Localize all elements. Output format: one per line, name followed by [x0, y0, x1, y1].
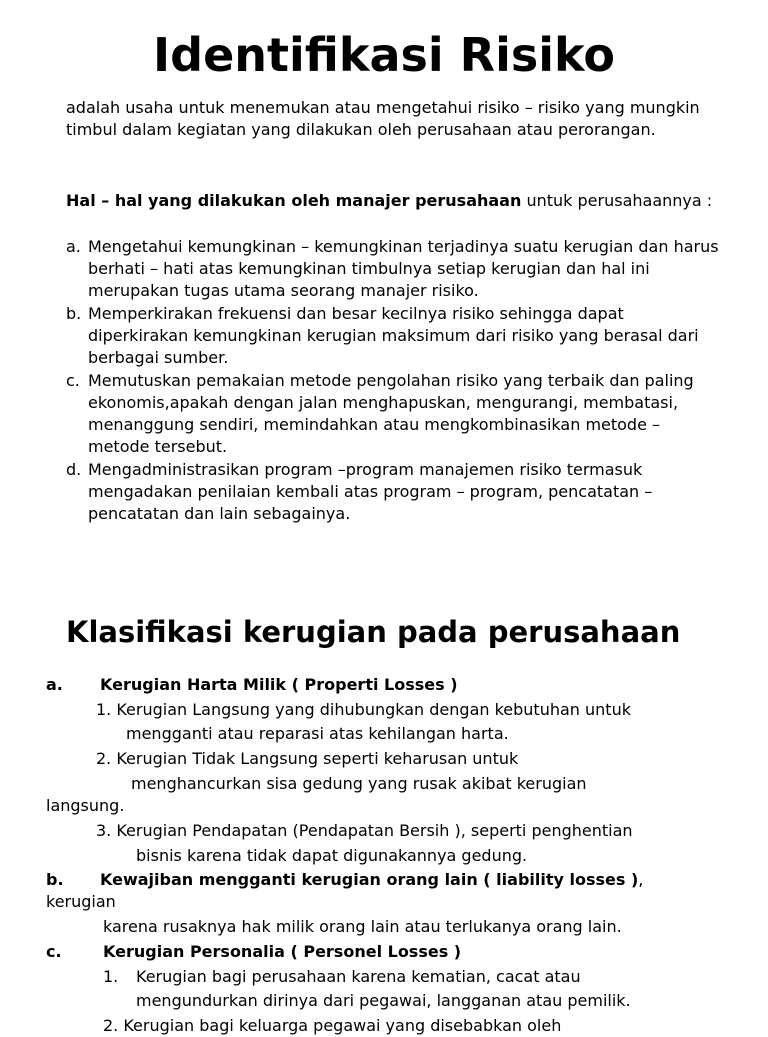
list-item — [66, 370, 726, 458]
intro-paragraph: adalah usaha untuk menemukan atau mengetahui risiko – risiko yang mungkin timbul dalam kegiatan yang dilakukan oleh perusahaan atau perorangan. — [66, 98, 700, 139]
list-item-text: Mengetahui kemungkinan – kemungkinan terjadinya suatu kerugian dan harus berhati – hati atas kemungkinan timbulnya setiap kerugian dan hal ini merupakan tugas utama seorang manajer risiko. — [88, 237, 719, 300]
section-c-item-1-marker: 1. — [103, 967, 119, 986]
list-marker: a. — [66, 237, 81, 256]
section-c-item-2-cut: 2. Kerugian bagi keluarga pegawai yang disebabkan oleh — [103, 1016, 562, 1035]
list-marker: c. — [66, 371, 80, 390]
tasks-list — [66, 236, 726, 526]
section-b-heading: Kewajiban mengganti kerugian orang lain ( liability losses ), — [100, 870, 644, 889]
section-title: Klasifikasi kerugian pada perusahaan — [66, 615, 681, 649]
section-b-cont: karena rusaknya hak milik orang lain atau terlukanya orang lain. — [103, 917, 622, 936]
section-c-item-1-cont: mengundurkan dirinya dari pegawai, langganan atau pemilik. — [136, 991, 631, 1010]
section-a-item-3: 3. Kerugian Pendapatan (Pendapatan Bersih ), seperti penghentian — [96, 821, 633, 840]
page-title: Identifikasi Risiko — [153, 28, 615, 82]
section-c-item-1: Kerugian bagi perusahaan karena kematian, cacat atau — [136, 967, 581, 986]
section-a-item-2: 2. Kerugian Tidak Langsung seperti keharusan untuk — [96, 749, 519, 768]
tasks-heading-bold: Hal – hal yang dilakukan oleh manajer perusahaan — [66, 191, 522, 210]
section-c-marker: c. — [46, 942, 62, 961]
section-a-item-1: 1. Kerugian Langsung yang dihubungkan dengan kebutuhan untuk — [96, 700, 631, 719]
list-item-text: Memperkirakan frekuensi dan besar kecilnya risiko sehingga dapat diperkirakan kemungkinan kerugian maksimum dari risiko yang berasal dari berbagai sumber. — [88, 304, 699, 367]
list-item-text: Mengadministrasikan program –program manajemen risiko termasuk mengadakan penilaian kembali atas program – program, pencatatan – pencatatan dan lain sebagainya. — [88, 460, 653, 523]
section-a-item-3-cont: bisnis karena tidak dapat digunakannya gedung. — [136, 846, 528, 865]
section-c-heading: Kerugian Personalia ( Personel Losses ) — [103, 942, 462, 961]
tasks-heading-rest: untuk perusahaannya : — [521, 191, 713, 210]
tasks-heading — [66, 190, 726, 212]
list-item-text: Memutuskan pemakaian metode pengolahan risiko yang terbaik dan paling ekonomis,apakah dengan jalan menghapuskan, mengurangi, membatasi, menanggung sendiri, memindahkan atau mengkombinasikan metode – metode tersebut. — [88, 371, 694, 456]
list-marker: d. — [66, 460, 82, 479]
section-a-item-2-cont: menghancurkan sisa gedung yang rusak akibat kerugian — [131, 774, 587, 793]
list-item — [66, 303, 726, 369]
section-a-marker: a. — [46, 675, 63, 694]
list-item — [66, 236, 726, 302]
list-marker: b. — [66, 304, 82, 323]
section-b-marker: b. — [46, 870, 64, 889]
section-a-heading: Kerugian Harta Milik ( Properti Losses ) — [100, 675, 458, 694]
section-a-item-1-cont: mengganti atau reparasi atas kehilangan harta. — [126, 724, 509, 743]
section-a-item-2-wrap: langsung. — [46, 796, 125, 815]
section-b-wrap: kerugian — [46, 892, 116, 911]
list-item — [66, 459, 726, 525]
